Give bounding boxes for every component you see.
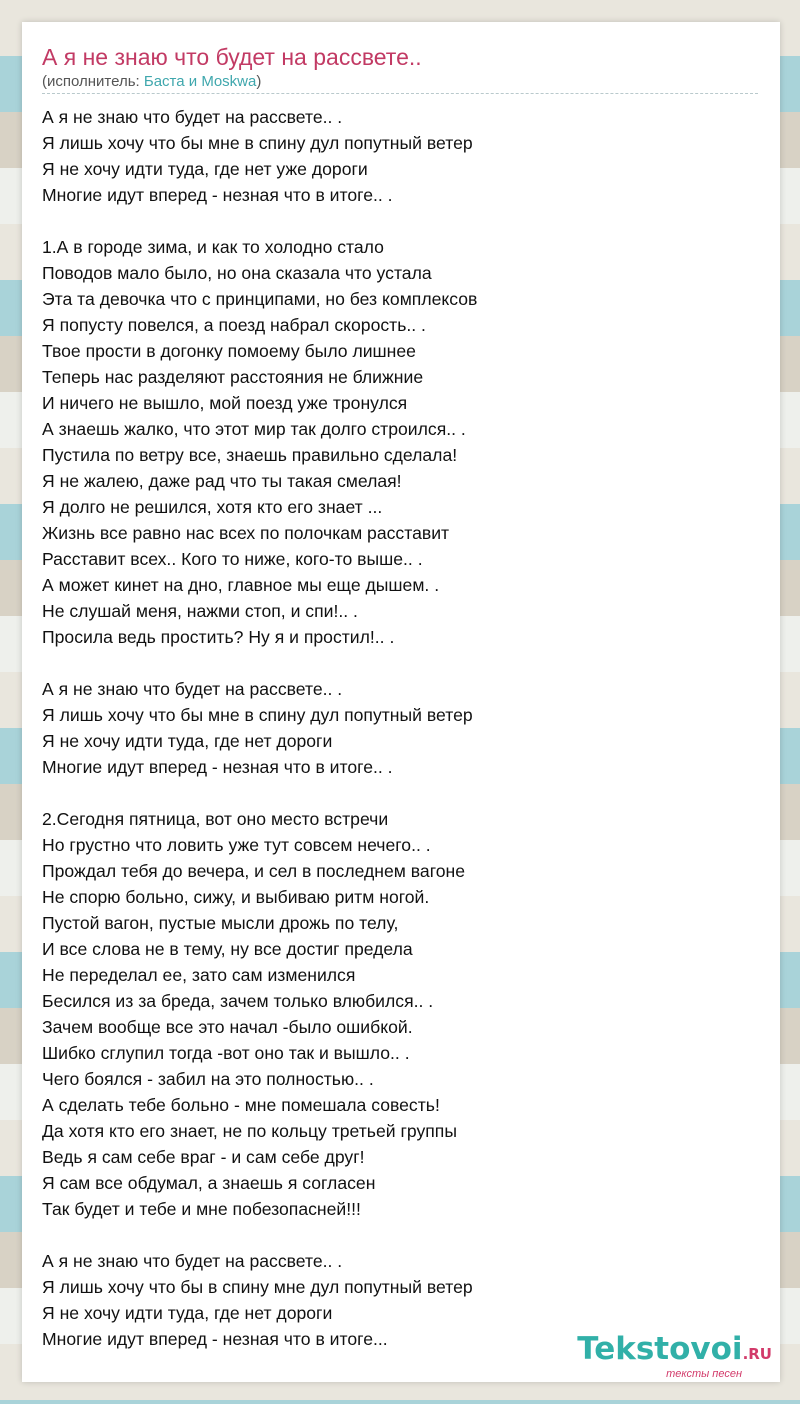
lyric-line: Но грустно что ловить уже тут совсем нечего.. . <box>42 835 431 855</box>
lyric-line: Я сам все обдумал, а знаешь я согласен <box>42 1173 376 1193</box>
lyric-line: Бесился из за бреда, зачем только влюбился.. . <box>42 991 434 1011</box>
lyric-line: Не переделал ее, зато сам изменился <box>42 965 356 985</box>
lyric-line: Пустила по ветру все, знаешь правильно сделала! <box>42 445 458 465</box>
artist-prefix: (исполнитель: <box>42 73 144 90</box>
lyric-line: 1.А в городе зима, и как то холодно стало <box>42 237 384 257</box>
lyric-line: Не спорю больно, сижу, и выбиваю ритм ногой. <box>42 887 430 907</box>
divider <box>42 93 758 94</box>
site-logo[interactable] <box>577 1332 772 1380</box>
lyric-line: 2.Сегодня пятница, вот оно место встречи <box>42 809 389 829</box>
lyric-line: Прождал тебя до вечера, и сел в последнем вагоне <box>42 861 466 881</box>
lyric-line: Я не хочу идти туда, где нет дороги <box>42 1303 333 1323</box>
lyric-line: Зачем вообще все это начал -было ошибкой. <box>42 1017 413 1037</box>
lyric-line: Многие идут вперед - незная что в итоге.. . <box>42 185 393 205</box>
artist-line <box>42 72 261 92</box>
lyric-line <box>42 1222 477 1248</box>
artist-link[interactable]: Баста и Moskwa <box>143 73 257 90</box>
lyric-line: Я не хочу идти туда, где нет дороги <box>42 731 333 751</box>
lyric-line: А я не знаю что будет на рассвете.. . <box>42 679 343 699</box>
page-title: А я не знаю что будет на рассвете.. <box>42 44 422 70</box>
lyric-line <box>42 208 477 234</box>
lyric-line: Чего боялся - забил на это полностью.. . <box>42 1069 374 1089</box>
lyric-line: Я не хочу идти туда, где нет уже дороги <box>42 159 368 179</box>
lyric-line: Я попусту повелся, а поезд набрал скорость.. . <box>42 315 426 335</box>
logo-name: Tekstovoi <box>577 1331 743 1367</box>
lyric-line: И все слова не в тему, ну все достиг предела <box>42 939 413 959</box>
logo-tld: .RU <box>742 1345 772 1363</box>
lyric-line: И ничего не вышло, мой поезд уже тронулся <box>42 393 408 413</box>
lyric-line: Я лишь хочу что бы в спину мне дул попутный ветер <box>42 1277 473 1297</box>
lyric-line: Твое прости в догонку помоему было лишнее <box>42 341 416 361</box>
lyric-line: Расставит всех.. Кого то ниже, кого-то выше.. . <box>42 549 423 569</box>
lyric-line: А я не знаю что будет на рассвете.. . <box>42 1251 343 1271</box>
lyric-line: Пустой вагон, пустые мысли дрожь по телу, <box>42 913 399 933</box>
lyrics-card <box>22 22 780 1382</box>
lyric-line: Жизнь все равно нас всех по полочкам расставит <box>42 523 450 543</box>
lyric-line: Я лишь хочу что бы мне в спину дул попутный ветер <box>42 133 473 153</box>
lyric-line: А знаешь жалко, что этот мир так долго строился.. . <box>42 419 466 439</box>
lyric-line: А сделать тебе больно - мне помешала совесть! <box>42 1095 440 1115</box>
lyric-line: Многие идут вперед - незная что в итоге.. . <box>42 757 393 777</box>
lyric-line: А я не знаю что будет на рассвете.. . <box>42 107 343 127</box>
lyric-line: Я не жалею, даже рад что ты такая смелая! <box>42 471 402 491</box>
lyric-line <box>42 780 477 806</box>
lyric-line: Многие идут вперед - незная что в итоге... <box>42 1329 388 1349</box>
lyrics-text <box>42 104 477 1352</box>
logo-tagline: тексты песен <box>666 1368 742 1380</box>
artist-suffix: ) <box>256 73 262 90</box>
lyric-line: Теперь нас разделяют расстояния не ближние <box>42 367 424 387</box>
lyric-line: Я лишь хочу что бы мне в спину дул попутный ветер <box>42 705 473 725</box>
lyric-line: Да хотя кто его знает, не по кольцу третьей группы <box>42 1121 457 1141</box>
lyric-line: Ведь я сам себе враг - и сам себе друг! <box>42 1147 365 1167</box>
lyric-line: Шибко сглупил тогда -вот оно так и вышло.. . <box>42 1043 410 1063</box>
lyric-line: А может кинет на дно, главное мы еще дышем. . <box>42 575 440 595</box>
lyric-line: Эта та девочка что с принципами, но без комплексов <box>42 289 478 309</box>
lyric-line: Так будет и тебе и мне побезопасней!!! <box>42 1199 361 1219</box>
lyric-line: Не слушай меня, нажми стоп, и спи!.. . <box>42 601 358 621</box>
lyric-line: Просила ведь простить? Ну я и простил!.. . <box>42 627 395 647</box>
lyric-line: Я долго не решился, хотя кто его знает ... <box>42 497 383 517</box>
lyric-line: Поводов мало было, но она сказала что устала <box>42 263 432 283</box>
lyric-line <box>42 650 477 676</box>
